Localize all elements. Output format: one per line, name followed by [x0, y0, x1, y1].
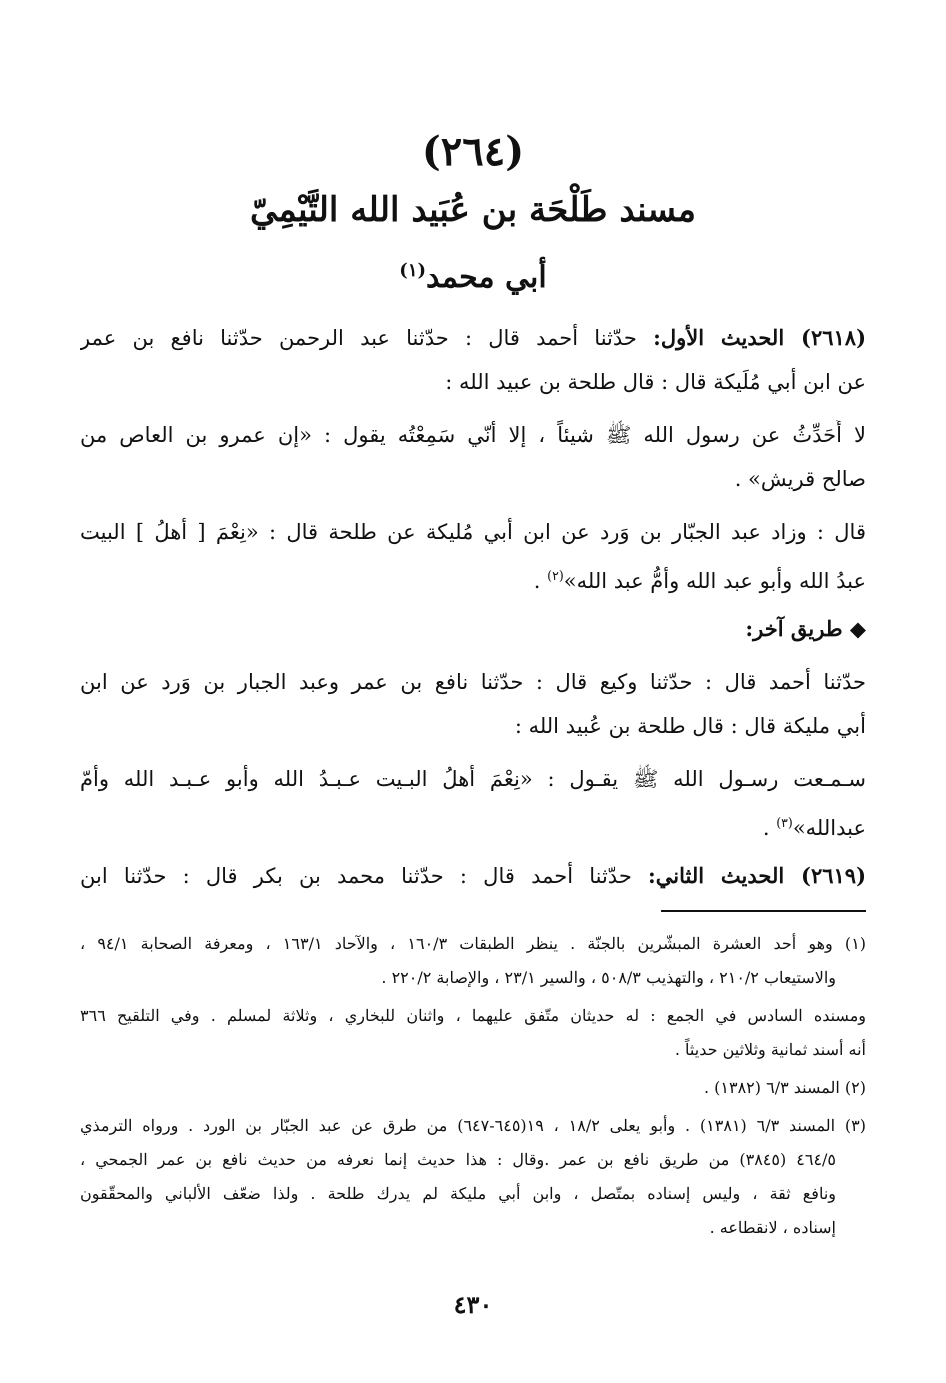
footnote-3-line-4: إسناده ، لانقطاعه . — [709, 1218, 836, 1237]
footnote-ref-2: (٢) — [547, 568, 564, 583]
footnote-3-line-3: ونافع ثقة ، وليس إسناده بمتّصل ، وابن أبي مليكة لم يدرك طلحة . ولذا ضعّف الألباني والمحقّقون — [80, 1184, 836, 1203]
hadith-1-isnad: حدّثنا أحمد قال : حدّثنا عبد الرحمن حدّثنا نافع بن عمر — [80, 326, 654, 350]
footnote-ref-3: (٣) — [776, 815, 793, 830]
footnote-1-line-2: والاستيعاب ٢١٠/٢ ، والتهذيب ٥٠٨/٣ ، والسير ٢٣/١ ، والإصابة ٢٢٠/٢ . — [381, 968, 836, 987]
hadith-1-matn-line-1: لا أُحَدِّثُ عن رسول الله ﷺ شيئاً ، إلا أنّي سَمِعْتُه يقول : «إن عمرو بن العاص من — [80, 423, 866, 447]
hadith-1-label: (٢٦١٨) الحديث الأول: — [653, 325, 866, 350]
tariq-line-2: أبي مليكة قال : قال طلحة بن عُبيد الله : — [514, 714, 866, 738]
tariq-line-1: حدّثنا أحمد قال : حدّثنا وكيع قال : حدّثنا نافع بن عمر وعبد الجبار بن وَرد عن ابن — [80, 670, 866, 694]
page-number: ٤٣٠ — [453, 1290, 493, 1319]
footnote-3-line-1: (٣) المسند ٦/٣ (١٣٨١) . وأبو يعلى ١٨/٢ ، ١٩(٦٤٥-٦٤٧) من طرق عن عبد الجبّار بن الورد . ورواه الترمذي — [80, 1116, 866, 1135]
footnote-separator — [661, 910, 866, 912]
footnote-2: (٢) المسند ٦/٣ (١٣٨٢) . — [703, 1078, 866, 1097]
footnote-3-line-2: ٤٦٤/٥ (٣٨٤٥) من طريق نافع بن عمر .وقال : هذا حديث إنما نعرفه من حديث نافع بن عمر الجمحي ، — [80, 1150, 836, 1169]
hadith-1b-matn-line-2 — [80, 808, 866, 843]
hadith-1-matn-line-2: صالح قريش» . — [734, 467, 866, 491]
chapter-number: (٢٦٤) — [421, 128, 525, 175]
footnote-ref-1: (١) — [399, 260, 427, 281]
chapter-subtitle — [0, 260, 946, 295]
hadith-2-line-1 — [80, 861, 866, 891]
ziyada-line-2 — [80, 561, 866, 596]
ziyada-text: عبدُ الله وأبو عبد الله وأمُّ عبد الله» — [563, 569, 866, 593]
footnote-1-line-3: ومسنده السادس في الجمع : له حديثان متّفق عليهما ، واثنان للبخاري ، وثلاثة لمسلم . وفي التلقيح ٣٦٦ — [80, 1006, 866, 1025]
footnote-1-line-4: أنه أسند ثمانية وثلاثين حديثاً . — [674, 1040, 866, 1059]
subtitle-text: أبي محمد — [426, 260, 547, 295]
hadith-1-line-2: عن ابن أبي مُلَيكة قال : قال طلحة بن عبيد الله : — [445, 370, 866, 394]
matn2-end: . — [762, 816, 777, 840]
footnote-1-line-1: (١) وهو أحد العشرة المبشّرين بالجنّة . ينظر الطبقات ١٦٠/٣ ، والآحاد ١٦٣/١ ، ومعرفة الصحابة ٩٤/١ ، — [80, 934, 866, 953]
matn2-text: عبدالله» — [792, 816, 866, 840]
chapter-title: مسند طَلْحَة بن عُبَيد الله التَّيْمِيّ — [250, 190, 696, 230]
hadith-2-isnad: حدّثنا أحمد قال : حدّثنا محمد بن بكر قال : حدّثنا ابن — [80, 864, 649, 888]
hadith-1-line-1 — [80, 323, 866, 353]
hadith-2-label: (٢٦١٩) الحديث الثاني: — [648, 863, 866, 888]
ziyada-end: . — [533, 569, 548, 593]
tariq-heading: ◆ طريق آخر: — [745, 616, 866, 641]
ziyada-line-1: قال : وزاد عبد الجبّار بن وَرد عن ابن أبي مُليكة عن طلحة قال : «نِعْمَ [ أهلُ ] البيت — [80, 520, 866, 544]
hadith-1b-matn-line-1: سـمـعت رسـول الله ﷺ يقـول : «نِعْمَ أهلُ البـيت عـبـدُ الله وأبو عـبـد الله وأمّ — [80, 767, 866, 791]
